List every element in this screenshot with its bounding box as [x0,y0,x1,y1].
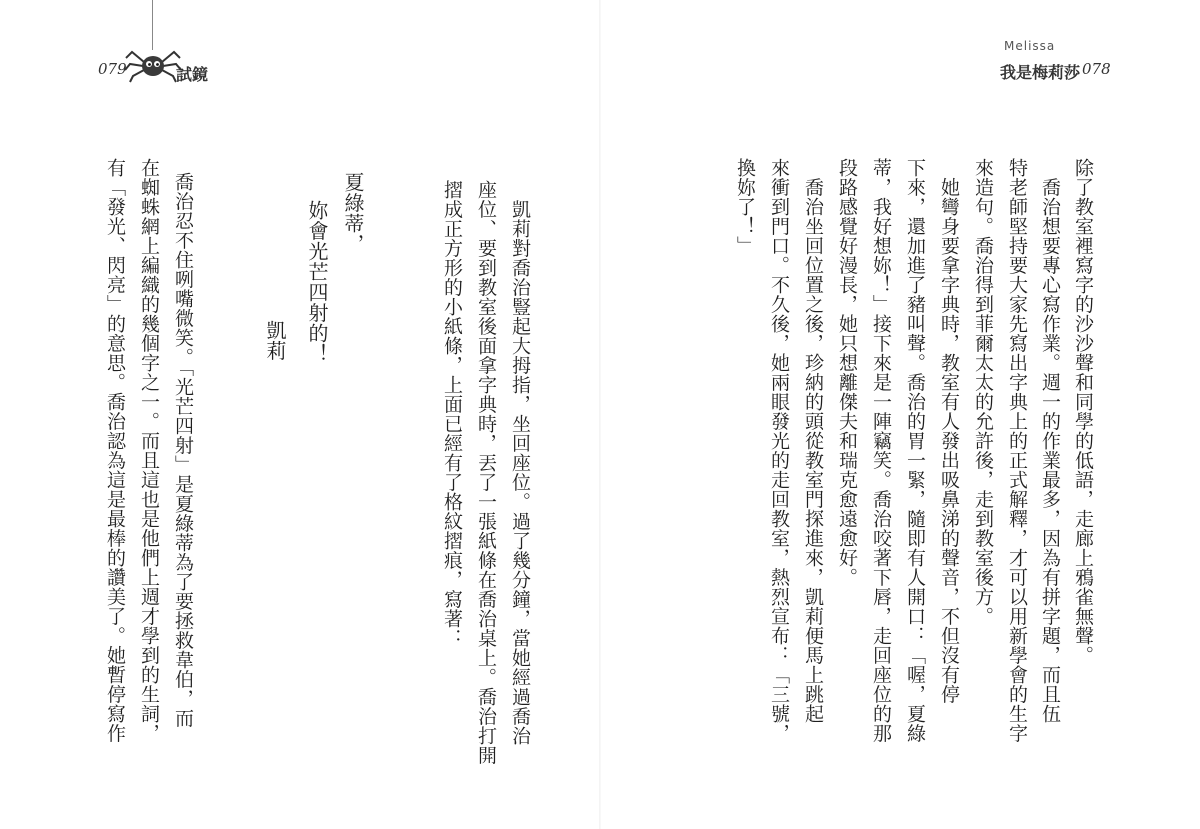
letter-body: 妳會光芒四射的！ [305,200,329,364]
text-column: 除了教室裡寫字的沙沙聲和同學的低語，走廊上鴉雀無聲。 [1072,158,1094,665]
text-column: 來造句。喬治得到菲爾太太的允許後，走到教室後方。 [972,158,994,626]
right-header-title: 我是梅莉莎 [1000,63,1081,82]
text-column: 喬治坐回位置之後，珍納的頭從教室門探進來，凱莉便馬上跳起 [802,158,824,724]
text-column: 特老師堅持要大家先寫出字典上的正式解釋，才可以用新學會的生字 [1006,158,1028,743]
text-column: 摺成正方形的小紙條，上面已經有了格紋摺痕，寫著： [441,180,463,648]
text-column: 在蜘蛛網上編織的幾個字之一。而且這也是他們上週才學到的生詞， [138,158,160,743]
text-column: 她彎身要拿字典時，教室有人發出吸鼻涕的聲音，不但沒有停 [938,158,960,704]
text-column: 喬治想要專心寫作業。週一的作業最多，因為有拼字題，而且伍 [1039,158,1061,724]
series-logo: Melissa [1004,39,1056,53]
text-column: 喬治忍不住咧嘴微笑。「光芒四射」是夏綠蒂為了要拯救韋伯，而 [172,172,194,728]
letter-salutation: 夏綠蒂， [341,172,365,254]
spider-thread [152,0,153,50]
text-column: 座位、要到教室後面拿字典時，丟了一張紙條在喬治桌上。喬治打開 [475,180,497,765]
text-column: 凱莉對喬治豎起大拇指，坐回座位。過了幾分鐘，當她經過喬治 [509,180,531,746]
text-column: 有「發光、閃亮」的意思。喬治認為這是最棒的讚美了。她暫停寫作 [104,158,126,743]
text-column: 來衝到門口。不久後，她兩眼發光的走回教室，熱烈宣布：「三號， [768,158,790,743]
text-column: 換妳了！」 [734,158,756,256]
text-column: 蒂，我好想妳！」接下來是一陣竊笑。喬治咬著下唇，走回座位的那 [870,158,892,743]
text-column: 段路感覺好漫長，她只想離傑夫和瑞克愈遠愈好。 [836,158,858,587]
left-page-number: 079 [98,60,127,78]
right-page-number: 078 [1082,60,1111,78]
spider-icon [124,44,182,84]
text-column: 下來，還加進了豬叫聲。喬治的胃一緊，隨即有人開口：「喔，夏綠 [904,158,926,743]
page-gutter [599,0,601,829]
left-header-label: 試鏡 [176,65,209,84]
letter-signature: 凱莉 [263,320,287,361]
